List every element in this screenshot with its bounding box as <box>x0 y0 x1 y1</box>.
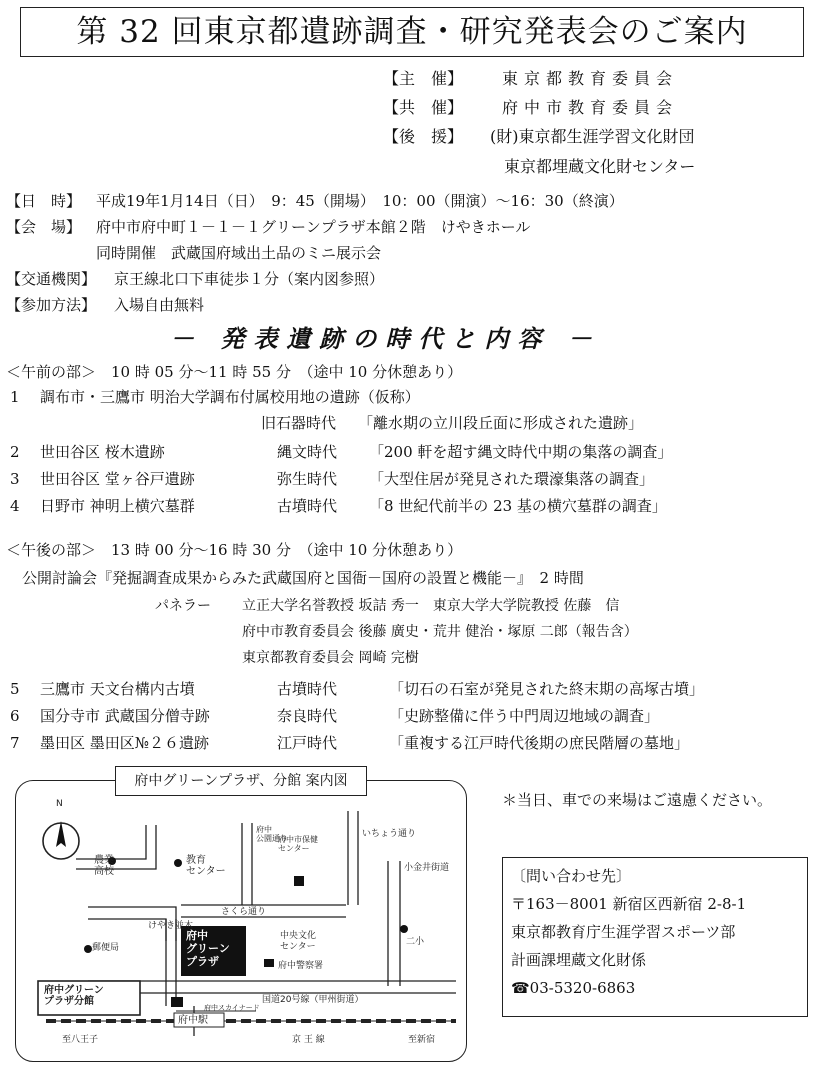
map-label-hachioji: 至八王子 <box>62 1035 99 1045</box>
map-label-station: 府中駅 <box>178 1015 208 1026</box>
item-number: 4 <box>10 497 20 515</box>
list-item <box>0 676 819 702</box>
panel-label: パネラー <box>155 598 211 614</box>
item-site: 国分寺市 武蔵国分僧寺跡 <box>40 707 210 725</box>
map-label-chuo: 中央文化 センター <box>280 931 317 952</box>
list-item <box>0 493 819 519</box>
morning-header: ＜午前の部＞ 10 時 05 分～11 時 55 分 （途中 10 分休憩あり） <box>6 363 463 381</box>
item-description: 「史跡整備に伴う中門周辺地域の調査」 <box>389 707 660 725</box>
north-label: N <box>56 799 63 809</box>
organizer-label-cohost: 【共 催】 <box>383 98 464 117</box>
admission-label: 【参加方法】 <box>6 296 97 314</box>
map-label-icho: いちょう通り <box>362 829 417 839</box>
map-label-nisho: 二小 <box>406 937 425 947</box>
list-item <box>0 730 819 756</box>
item-description: 「離水期の立川段丘面に形成された遺跡」 <box>358 414 644 432</box>
map-graphic <box>16 781 466 1061</box>
map-label-nogyo: 農業 高校 <box>94 855 114 877</box>
list-item <box>0 439 819 465</box>
symposium-title: 公開討論会『発掘調査成果からみた武蔵国府と国衙－国府の設置と機能－』 2 時間 <box>22 569 584 587</box>
venue-value: 府中市府中町１－１－１グリーンプラザ本館２階 けやきホール <box>96 218 531 236</box>
item-era: 奈良時代 <box>277 707 338 725</box>
item-number: 2 <box>10 443 20 461</box>
map-label-plaza: 府中 グリーン プラザ <box>186 929 230 968</box>
car-notice: ＊当日、車での来場はご遠慮ください。 <box>502 791 773 809</box>
item-era: 縄文時代 <box>277 443 338 461</box>
map-label-annex: 府中グリーン プラザ分館 <box>44 985 104 1007</box>
map-label-kyoiku: 教育 センター <box>186 855 226 877</box>
panel-line: 立正大学名誉教授 坂詰 秀一 東京大学大学院教授 佐藤 信 <box>242 598 620 614</box>
panel-line: 府中市教育委員会 後藤 廣史・荒井 健治・塚原 二郎（報告含） <box>242 624 638 640</box>
item-era: 旧石器時代 <box>261 414 337 432</box>
section-title: － 発表遺跡の時代と内容 － <box>170 324 601 353</box>
item-site: 調布市・三鷹市 明治大学調布付属校用地の遺跡（仮称） <box>40 388 420 406</box>
contact-address: 〒163－8001 新宿区西新宿 2-8-1 <box>511 895 747 913</box>
list-item <box>0 703 819 729</box>
map-frame <box>15 780 467 1062</box>
item-description: 「大型住居が発見された環濠集落の調査」 <box>369 470 655 488</box>
organizer-value-support: (財)東京都生涯学習文化財団 <box>490 127 695 146</box>
item-site: 世田谷区 堂ヶ谷戸遺跡 <box>40 470 195 488</box>
map-label-keio: 京 王 線 <box>292 1035 325 1045</box>
item-site: 日野市 神明上横穴墓群 <box>40 497 195 515</box>
map-label-keisatsu: 府中警察署 <box>278 961 324 971</box>
map-label-kokudo: 国道20号線（甲州街道） <box>262 995 364 1005</box>
afternoon-header: ＜午後の部＞ 13 時 00 分～16 時 30 分 （途中 10 分休憩あり） <box>6 541 463 559</box>
item-description: 「200 軒を超す縄文時代中期の集落の調査」 <box>369 443 673 461</box>
item-era: 古墳時代 <box>277 497 338 515</box>
item-number: 6 <box>10 707 20 725</box>
organizer-label-support: 【後 援】 <box>383 127 464 146</box>
item-number: 3 <box>10 470 20 488</box>
item-number: 7 <box>10 734 20 752</box>
panel-line: 東京都教育委員会 岡崎 完樹 <box>242 650 419 666</box>
item-era: 古墳時代 <box>277 680 338 698</box>
venue-label: 【会 場】 <box>6 218 82 236</box>
organizer-label-host: 【主 催】 <box>383 69 464 88</box>
date-value: 平成19年1月14日（日） 9：45（開場） 10：00（開演）～16：30（終演） <box>96 192 624 210</box>
contact-title: 〔問い合わせ先〕 <box>511 867 632 885</box>
map-label-keyaki: けやき並木 <box>148 921 194 931</box>
admission-value: 入場自由無料 <box>114 296 205 314</box>
contact-org1: 東京都教育庁生涯学習スポーツ部 <box>511 923 736 941</box>
map-label-koen: 府中 公園通り <box>256 825 288 843</box>
list-item <box>0 410 819 436</box>
map-label-hoken: 府中市保健 センター <box>278 835 318 853</box>
item-era: 弥生時代 <box>277 470 338 488</box>
organizer-value-cohost: 府中市教育委員会 <box>502 98 679 117</box>
item-description: 「切石の石室が発見された終末期の高塚古墳」 <box>389 680 705 698</box>
organizer-value-support2: 東京都埋蔵文化財センター <box>504 157 696 176</box>
item-site: 三鷹市 天文台構内古墳 <box>40 680 195 698</box>
map-label-sakura: さくら通り <box>221 907 267 917</box>
organizer-value-host: 東京都教育委員会 <box>502 69 679 88</box>
item-number: 5 <box>10 680 20 698</box>
list-item <box>0 384 819 410</box>
map-label-shinjuku: 至新宿 <box>408 1035 436 1045</box>
transport-label: 【交通機関】 <box>6 270 97 288</box>
item-era: 江戸時代 <box>277 734 338 752</box>
map-title: 府中グリーンプラザ、分館 案内図 <box>115 766 367 796</box>
map-label-skywalk: 府中スカイナード <box>204 1004 260 1012</box>
item-number: 1 <box>10 388 20 406</box>
list-item <box>0 466 819 492</box>
page-title: 第 32 回東京都遺跡調査・研究発表会のご案内 <box>20 7 804 57</box>
contact-box <box>502 857 808 1017</box>
date-label: 【日 時】 <box>6 192 82 210</box>
contact-org2: 計画課埋蔵文化財係 <box>511 951 647 969</box>
item-site: 世田谷区 桜木遺跡 <box>40 443 165 461</box>
transport-value: 京王線北口下車徒歩１分（案内図参照） <box>114 270 385 288</box>
map-label-yubin: 郵便局 <box>92 943 120 953</box>
venue-sub: 同時開催 武蔵国府域出土品のミニ展示会 <box>96 244 382 262</box>
item-description: 「8 世紀代前半の 23 基の横穴墓群の調査」 <box>369 497 667 515</box>
contact-phone: ☎03-5320-6863 <box>511 979 636 997</box>
map-label-koganei: 小金井街道 <box>404 863 450 873</box>
item-description: 「重複する江戸時代後期の庶民階層の墓地」 <box>389 734 690 752</box>
item-site: 墨田区 墨田区№２６遺跡 <box>40 734 209 752</box>
